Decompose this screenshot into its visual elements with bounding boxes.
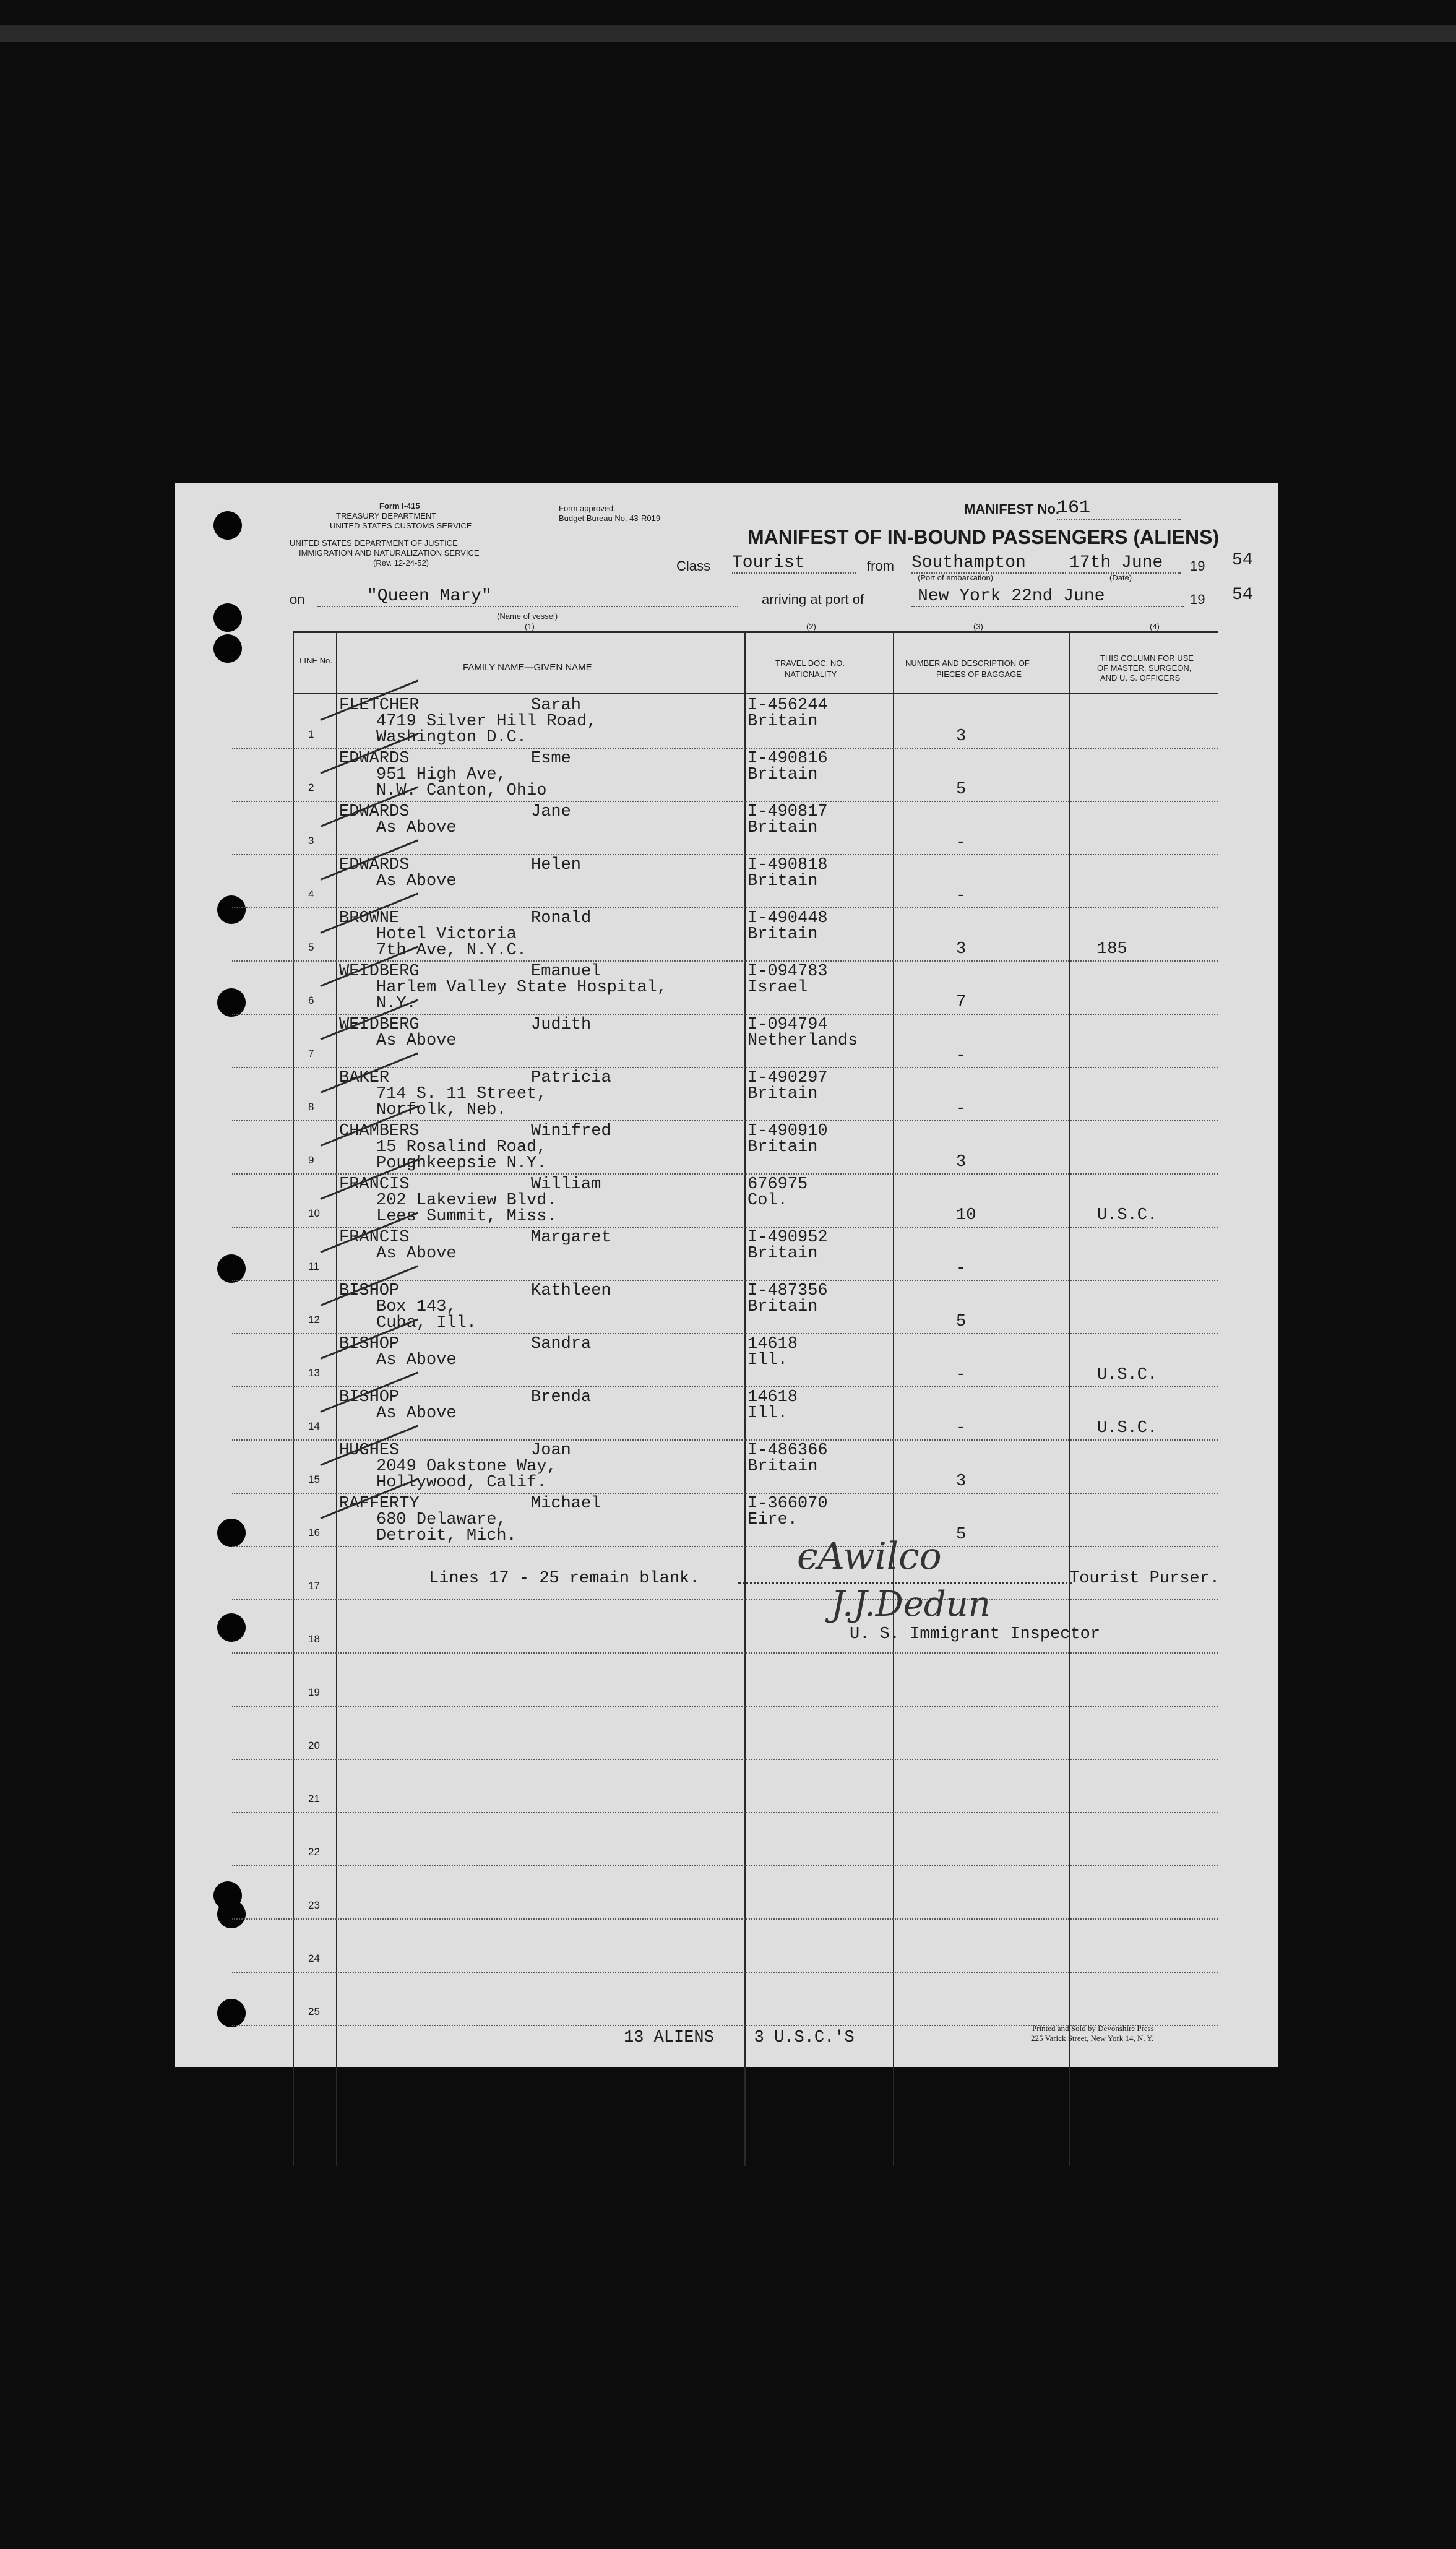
given-name: Jane: [531, 803, 571, 821]
line-no-divider: [336, 631, 337, 2166]
totals: 13 ALIENS 3 U.S.C.'S: [624, 2029, 855, 2047]
date-caption: (Date): [1109, 573, 1132, 582]
family-name: FRANCIS: [339, 1175, 410, 1194]
given-name: Joan: [531, 1441, 571, 1460]
travel-doc-no: I-490952: [747, 1228, 828, 1247]
address-line-1: 202 Lakeview Blvd.: [376, 1191, 557, 1210]
travel-doc-no: 14618: [747, 1388, 798, 1407]
baggage-count: -: [956, 1046, 967, 1065]
given-name: Brenda: [531, 1388, 592, 1407]
address-line-1: 4719 Silver Hill Road,: [376, 712, 597, 731]
nationality: Britain: [747, 1085, 818, 1103]
nationality: Britain: [747, 1244, 818, 1263]
baggage-count: 3: [956, 1472, 967, 1491]
address-line-2: N.Y.: [376, 994, 416, 1013]
printer-line-2: 225 Varick Street, New York 14, N. Y.: [1031, 2034, 1154, 2043]
travel-doc-no: I-486366: [747, 1441, 828, 1460]
line-number: 15: [308, 1473, 320, 1485]
baggage-count: 5: [956, 780, 967, 799]
nationality: Ill.: [747, 1404, 788, 1423]
family-name: BISHOP: [339, 1335, 400, 1353]
purser-dotted-line: [738, 1582, 1072, 1584]
given-name: Helen: [531, 856, 582, 874]
dept-customs: UNITED STATES CUSTOMS SERVICE: [330, 521, 472, 530]
col-header-use-1: THIS COLUMN FOR USE: [1100, 653, 1194, 663]
travel-doc-no: I-366070: [747, 1494, 828, 1513]
baggage-count: -: [956, 887, 967, 905]
budget-bureau: Budget Bureau No. 43-R019-: [559, 514, 663, 523]
travel-doc-no: I-490816: [747, 749, 828, 768]
given-name: Patricia: [531, 1069, 611, 1087]
baggage-count: 5: [956, 1313, 967, 1331]
nationality: Britain: [747, 766, 818, 784]
row-divider: [232, 1812, 1218, 1813]
address-line-2: Poughkeepsie N.Y.: [376, 1154, 547, 1173]
dept-justice: UNITED STATES DEPARTMENT OF JUSTICE: [290, 538, 458, 548]
family-name: BISHOP: [339, 1388, 400, 1407]
row-divider: [232, 1706, 1218, 1707]
travel-doc-no: I-094794: [747, 1016, 828, 1034]
line-number: 12: [308, 1314, 320, 1326]
form-approved: Form approved.: [559, 504, 616, 513]
line-number: 24: [308, 1952, 320, 1964]
family-name: RAFFERTY: [339, 1494, 420, 1513]
inspector-signature: J.J.Dedun: [831, 1584, 991, 1624]
col-header-travel-doc: TRAVEL DOC. NO.: [775, 658, 845, 668]
col-header-name: FAMILY NAME—GIVEN NAME: [463, 662, 592, 673]
doc-col-divider: [893, 631, 894, 2166]
nationality: Britain: [747, 819, 818, 837]
given-name: Judith: [531, 1016, 592, 1034]
line-number: 16: [308, 1527, 320, 1538]
line-number: 25: [308, 2006, 320, 2017]
col-header-use-2: OF MASTER, SURGEON,: [1097, 663, 1192, 673]
given-name: Kathleen: [531, 1282, 611, 1300]
row-divider: [232, 1546, 1218, 1547]
col-header-nationality: NATIONALITY: [785, 670, 837, 679]
baggage-count: 7: [956, 993, 967, 1012]
line-number: 21: [308, 1793, 320, 1805]
punch-hole: [217, 1613, 246, 1642]
family-name: FRANCIS: [339, 1228, 410, 1247]
line-number: 1: [308, 728, 314, 740]
lines-remain-blank: Lines 17 - 25 remain blank.: [429, 1569, 700, 1588]
name-col-divider: [744, 631, 746, 2166]
table-left-border: [293, 631, 294, 2166]
col-header-baggage-1: NUMBER AND DESCRIPTION OF: [905, 658, 1030, 668]
address-line-1: 15 Rosalind Road,: [376, 1138, 547, 1157]
baggage-count: -: [956, 834, 967, 852]
nationality: Britain: [747, 712, 818, 731]
on-label: on: [290, 592, 305, 607]
baggage-count: 3: [956, 1153, 967, 1171]
family-name: EDWARDS: [339, 856, 410, 874]
nationality: Britain: [747, 1138, 818, 1157]
dept-treasury: TREASURY DEPARTMENT: [336, 511, 437, 520]
line-number: 23: [308, 1899, 320, 1911]
line-number: 18: [308, 1633, 320, 1645]
year-prefix-2: 19: [1190, 592, 1205, 607]
col-header-line-no: LINE No.: [299, 656, 332, 665]
embark-year: 54: [1232, 551, 1253, 570]
nationality: Britain: [747, 1298, 818, 1316]
row-divider: [232, 1759, 1218, 1760]
address-line-1: Box 143,: [376, 1298, 457, 1316]
vessel-caption: (Name of vessel): [497, 611, 558, 621]
nationality: Ill.: [747, 1351, 788, 1369]
family-name: FLETCHER: [339, 696, 420, 715]
line-number: 11: [308, 1261, 319, 1272]
given-name: Michael: [531, 1494, 601, 1513]
baggage-count: -: [956, 1419, 967, 1438]
address-line-2: N.W. Canton, Ohio: [376, 782, 547, 800]
row-divider: [232, 1918, 1218, 1920]
arriving-label: arriving at port of: [762, 592, 864, 607]
purser-title: Tourist Purser.: [1069, 1569, 1220, 1588]
line-number: 2: [308, 782, 314, 793]
line-number: 19: [308, 1686, 320, 1698]
vessel-name: "Queen Mary": [317, 587, 738, 607]
line-number: 4: [308, 888, 314, 900]
row-divider: [232, 1972, 1218, 1973]
officer-note: U.S.C.: [1097, 1206, 1158, 1225]
travel-doc-no: I-456244: [747, 696, 828, 715]
port-of-embarkation: Southampton: [911, 553, 1066, 574]
line-number: 10: [308, 1207, 320, 1219]
manifest-number: 161: [1057, 498, 1181, 520]
nationality: Britain: [747, 872, 818, 891]
form-revision: (Rev. 12-24-52): [373, 558, 429, 567]
col-1-number: (1): [525, 622, 535, 631]
punch-hole: [217, 1254, 246, 1283]
address-line-2: Washington D.C.: [376, 728, 527, 747]
address-line-2: Detroit, Mich.: [376, 1527, 517, 1545]
line-number: 9: [308, 1154, 314, 1166]
form-number: Form I-415: [379, 501, 420, 511]
col-2-number: (2): [806, 622, 816, 631]
line-number: 14: [308, 1420, 320, 1432]
baggage-count: 5: [956, 1525, 967, 1544]
address-line-1: As Above: [376, 1032, 457, 1050]
address-line-1: 951 High Ave,: [376, 766, 507, 784]
class-value: Tourist: [732, 553, 856, 574]
col-header-use-3: AND U. S. OFFICERS: [1100, 673, 1181, 683]
given-name: Winifred: [531, 1122, 611, 1141]
address-line-1: Hotel Victoria: [376, 925, 517, 944]
table-top-border: [293, 631, 1218, 633]
arrival-port-date: New York 22nd June: [911, 587, 1184, 607]
col-3-number: (3): [973, 622, 983, 631]
line-number: 6: [308, 994, 314, 1006]
travel-doc-no: I-490448: [747, 909, 828, 928]
row-divider: [232, 1599, 1218, 1600]
address-line-2: 7th Ave, N.Y.C.: [376, 941, 527, 960]
given-name: William: [531, 1175, 601, 1194]
address-line-2: Hollywood, Calif.: [376, 1473, 547, 1492]
punch-hole: [213, 511, 242, 540]
manifest-label: MANIFEST No.: [964, 501, 1059, 517]
baggage-count: -: [956, 1366, 967, 1384]
line-number: 8: [308, 1101, 314, 1113]
line-number: 17: [308, 1580, 320, 1592]
inspector-title: U. S. Immigrant Inspector: [850, 1625, 1101, 1644]
given-name: Margaret: [531, 1228, 611, 1247]
punch-hole: [213, 603, 242, 632]
given-name: Sandra: [531, 1335, 592, 1353]
punch-hole: [217, 988, 246, 1017]
address-line-1: 2049 Oakstone Way,: [376, 1457, 557, 1476]
address-line-1: As Above: [376, 872, 457, 891]
class-label: Class: [676, 558, 711, 574]
family-name: EDWARDS: [339, 803, 410, 821]
line-number: 5: [308, 941, 314, 953]
given-name: Ronald: [531, 909, 592, 928]
family-name: BISHOP: [339, 1282, 400, 1300]
punch-hole: [213, 634, 242, 663]
travel-doc-no: I-094783: [747, 962, 828, 981]
family-name: EDWARDS: [339, 749, 410, 768]
travel-doc-no: I-487356: [747, 1282, 828, 1300]
arrival-year: 54: [1232, 585, 1253, 605]
address-line-1: Harlem Valley State Hospital,: [376, 978, 667, 997]
baggage-count: -: [956, 1100, 967, 1118]
line-number: 20: [308, 1740, 320, 1751]
travel-doc-no: I-490297: [747, 1069, 828, 1087]
punch-hole: [217, 1519, 246, 1547]
baggage-count: 10: [956, 1206, 976, 1225]
baggage-col-divider: [1069, 631, 1070, 2166]
punch-hole: [217, 1999, 246, 2027]
page-title: MANIFEST OF IN-BOUND PASSENGERS (ALIENS): [747, 526, 1220, 548]
punch-hole: [217, 895, 246, 924]
officer-note: 185: [1097, 940, 1127, 959]
given-name: Emanuel: [531, 962, 601, 981]
row-divider: [232, 1652, 1218, 1654]
travel-doc-no: I-490817: [747, 803, 828, 821]
baggage-count: -: [956, 1259, 967, 1278]
year-prefix: 19: [1190, 558, 1205, 574]
travel-doc-no: I-490818: [747, 856, 828, 874]
nationality: Netherlands: [747, 1032, 858, 1050]
family-name: BROWNE: [339, 909, 400, 928]
address-line-1: As Above: [376, 819, 457, 837]
punch-hole: [217, 1900, 246, 1928]
row-divider: [232, 1865, 1218, 1866]
printer-line-1: Printed and Sold by Devonshire Press: [1032, 2024, 1154, 2033]
address-line-1: As Above: [376, 1244, 457, 1263]
address-line-2: Cuba, Ill.: [376, 1314, 477, 1332]
table-header-border: [293, 693, 1218, 694]
scanner-edge: [0, 25, 1456, 42]
family-name: BAKER: [339, 1069, 390, 1087]
line-number: 22: [308, 1846, 320, 1858]
family-name: WEIDBERG: [339, 962, 420, 981]
address-line-1: As Above: [376, 1351, 457, 1369]
nationality: Britain: [747, 925, 818, 944]
given-name: Sarah: [531, 696, 582, 715]
nationality: Israel: [747, 978, 808, 997]
travel-doc-no: 14618: [747, 1335, 798, 1353]
line-number: 13: [308, 1367, 320, 1379]
family-name: CHAMBERS: [339, 1122, 420, 1141]
baggage-count: 3: [956, 940, 967, 959]
address-line-2: Norfolk, Neb.: [376, 1101, 507, 1119]
dept-ins: IMMIGRATION AND NATURALIZATION SERVICE: [299, 548, 480, 558]
nationality: Eire.: [747, 1511, 798, 1529]
given-name: Esme: [531, 749, 571, 768]
address-line-1: As Above: [376, 1404, 457, 1423]
line-number: 3: [308, 835, 314, 847]
col-header-baggage-2: PIECES OF BAGGAGE: [936, 670, 1022, 679]
address-line-1: 714 S. 11 Street,: [376, 1085, 547, 1103]
purser-signature: ϵAwilco: [797, 1535, 942, 1578]
baggage-count: 3: [956, 727, 967, 746]
officer-note: U.S.C.: [1097, 1366, 1158, 1384]
nationality: Col.: [747, 1191, 788, 1210]
address-line-1: 680 Delaware,: [376, 1511, 507, 1529]
manifest-page: [175, 483, 1278, 2067]
col-4-number: (4): [1150, 622, 1160, 631]
travel-doc-no: I-490910: [747, 1122, 828, 1141]
from-label: from: [867, 558, 894, 574]
port-caption: (Port of embarkation): [918, 573, 994, 582]
nationality: Britain: [747, 1457, 818, 1476]
family-name: HUGHES: [339, 1441, 400, 1460]
travel-doc-no: 676975: [747, 1175, 808, 1194]
family-name: WEIDBERG: [339, 1016, 420, 1034]
officer-note: U.S.C.: [1097, 1419, 1158, 1438]
address-line-2: Lees Summit, Miss.: [376, 1207, 557, 1226]
embark-date: 17th June: [1069, 553, 1181, 574]
line-number: 7: [308, 1048, 314, 1059]
